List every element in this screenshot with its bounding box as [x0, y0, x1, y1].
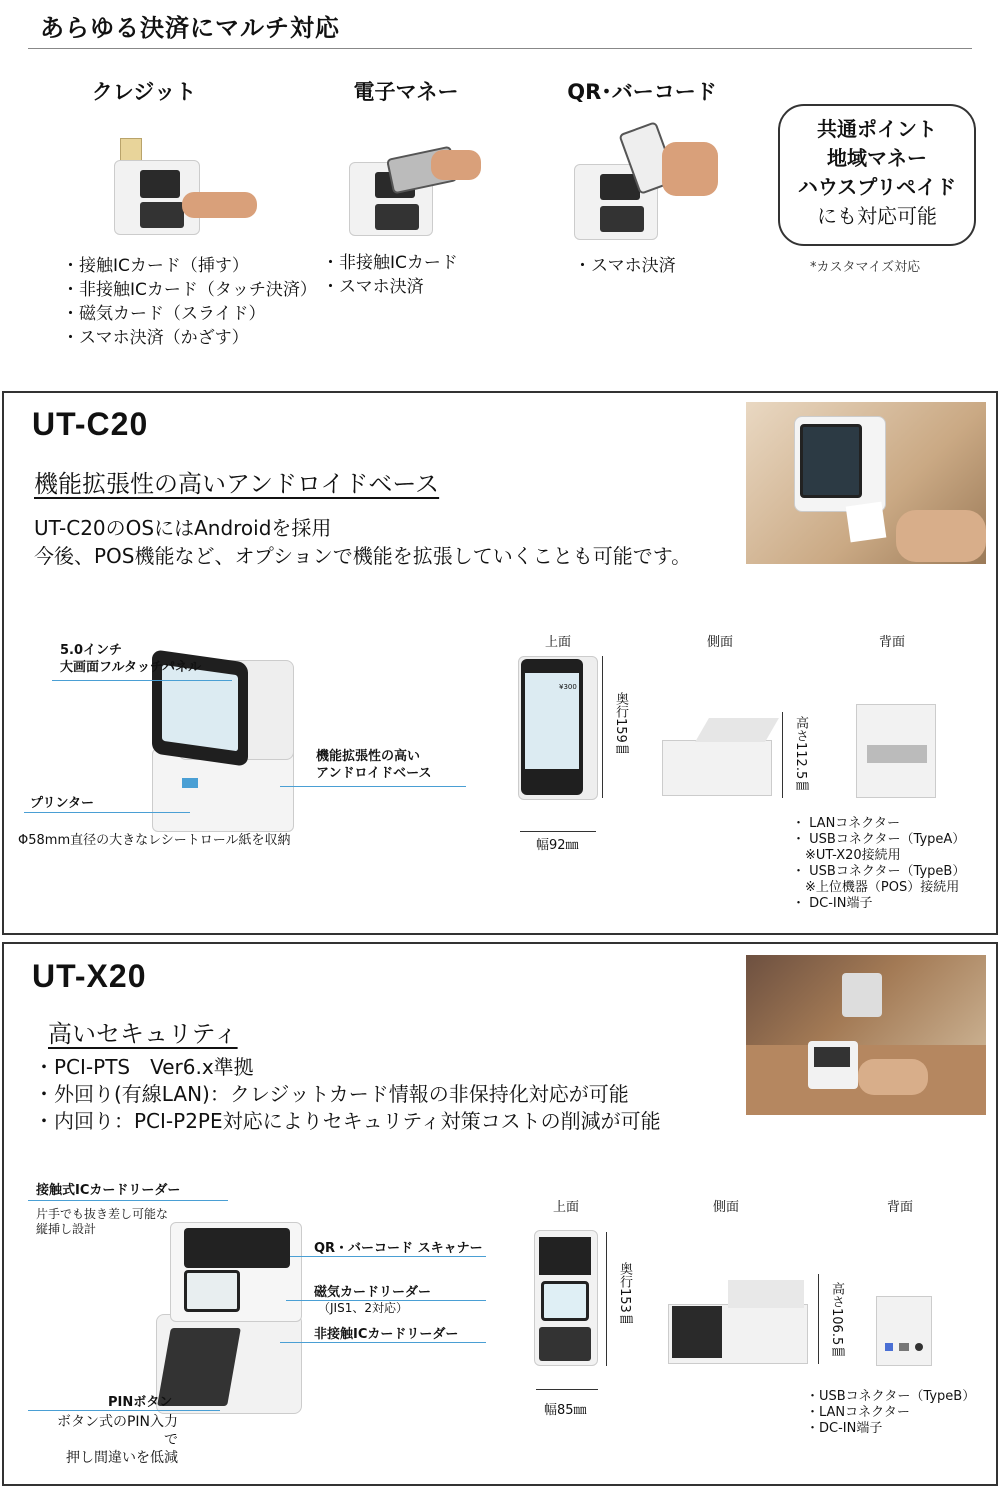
- callout-printer: プリンター: [30, 796, 94, 811]
- list-item: ※上位機器（POS）接続用: [792, 880, 960, 895]
- description-line: 今後、POS機能など、オプションで機能を拡張していくことも可能です。: [34, 544, 692, 568]
- ut-x20-side-view: [668, 1276, 810, 1364]
- list-item: ・LANコネクター: [806, 1405, 910, 1420]
- view-label-top: 上面: [544, 635, 571, 650]
- dim-width: 幅92㎜: [536, 838, 579, 853]
- dim-bracket: [782, 712, 783, 798]
- callout-android-base: 機能拡張性の高い アンドロイドベース: [316, 749, 432, 781]
- view-label-back: 背面: [886, 1200, 913, 1215]
- list-item: ・磁気カード（スライド）: [62, 304, 266, 324]
- ut-x20-model: UT-X20: [32, 958, 147, 994]
- qr-title: QR･バーコード: [567, 80, 717, 104]
- description-line: ・内回り：PCI-P2PE対応によりセキュリティ対策コストの削減が可能: [34, 1109, 661, 1133]
- view-label-side: 側面: [712, 1200, 739, 1215]
- dim-bracket: [602, 656, 603, 798]
- callout-mag-reader: 磁気カードリーダー: [314, 1285, 432, 1300]
- dim-height: 高さ106.5㎜: [829, 1282, 844, 1359]
- ut-c20-description: [34, 514, 691, 570]
- emoney-methods-list: [322, 251, 458, 299]
- custom-line: ハウスプリペイド: [797, 175, 957, 199]
- callout-line: [24, 812, 190, 813]
- list-item: ・ USBコネクター（TypeA）: [792, 832, 966, 847]
- callout-pin-button: PINボタン: [108, 1395, 173, 1410]
- ut-x20-back-view: [876, 1296, 932, 1366]
- list-item: ・ DC-IN端子: [792, 896, 873, 911]
- list-item: ・スマホ決済: [574, 256, 676, 276]
- callout-line: [280, 786, 466, 787]
- credit-device-image: [110, 130, 260, 240]
- callout-line: [28, 1410, 220, 1411]
- list-item: ・DC-IN端子: [806, 1421, 883, 1436]
- dim-bracket: [536, 1389, 598, 1390]
- ut-x20-device-image: [150, 1218, 306, 1414]
- description-line: ・外回り(有線LAN)：クレジットカード情報の非保持化対応が可能: [34, 1082, 629, 1106]
- dim-depth: 奥行153㎜: [617, 1262, 632, 1326]
- ut-c20-subhead: 機能拡張性の高いアンドロイドベース: [34, 470, 440, 498]
- credit-methods-list: [62, 254, 317, 350]
- callout-line: [28, 1200, 228, 1201]
- dim-bracket: [818, 1274, 819, 1364]
- description-line: ・PCI-PTS Ver6.x準拠: [34, 1055, 254, 1079]
- list-item: ・接触ICカード（挿す）: [62, 256, 249, 276]
- view-label-side: 側面: [706, 635, 733, 650]
- ut-x20-top-view: [534, 1230, 598, 1366]
- callout-line: [52, 680, 232, 681]
- ut-x20-description: [34, 1054, 661, 1135]
- custom-line: 地域マネー: [827, 146, 927, 170]
- list-item: ・ LANコネクター: [792, 816, 901, 831]
- ut-c20-top-view: ¥300: [518, 656, 598, 800]
- page-title: あらゆる決済にマルチ対応: [40, 14, 340, 42]
- list-item: ・ USBコネクター（TypeB）: [792, 864, 966, 879]
- ut-c20-side-view: [662, 718, 774, 796]
- callout-mag-note: （JIS1、2対応）: [318, 1301, 408, 1315]
- callout-line: [290, 1256, 486, 1257]
- ut-x20-ports-list: [806, 1389, 975, 1437]
- callout-roll-paper: Φ58mm直径の大きなレシートロール紙を収納: [18, 833, 291, 848]
- list-item: ・USBコネクター（TypeB）: [806, 1389, 976, 1404]
- callout-nfc-reader: 非接触ICカードリーダー: [314, 1327, 459, 1342]
- emoney-title: 電子マネー: [353, 80, 459, 104]
- ut-x20-subhead: 高いセキュリティ: [48, 1020, 238, 1048]
- ut-c20-back-view: [856, 704, 936, 798]
- callout-qr-scanner: QR・バーコード スキャナー: [314, 1241, 483, 1256]
- list-item: ※UT-X20接続用: [792, 848, 901, 863]
- callout-line: [280, 1342, 486, 1343]
- callout-ic-reader: 接触式ICカードリーダー: [36, 1183, 181, 1198]
- dim-depth: 奥行159㎜: [613, 692, 628, 756]
- ut-c20-model: UT-C20: [32, 406, 149, 442]
- callout-pin-note: ボタン式のPIN入力で 押し間違いを低減: [56, 1414, 178, 1466]
- ut-x20-photo: [746, 955, 986, 1115]
- view-label-top: 上面: [552, 1200, 579, 1215]
- dim-width: 幅85㎜: [544, 1403, 587, 1418]
- emoney-device-image: [345, 142, 485, 242]
- callout-touch-panel: 5.0インチ 大画面フルタッチパネル: [60, 643, 202, 675]
- ut-c20-photo: [746, 402, 986, 564]
- list-item: ・非接触ICカード（タッチ決済）: [62, 280, 317, 300]
- view-label-back: 背面: [878, 635, 905, 650]
- custom-note: *カスタマイズ対応: [810, 260, 921, 275]
- dim-bracket: [520, 831, 596, 832]
- qr-methods-list: [574, 254, 676, 278]
- custom-line: 共通ポイント: [817, 117, 937, 141]
- list-item: ・スマホ決済（かざす）: [62, 328, 249, 348]
- dim-height: 高さ112.5㎜: [793, 716, 808, 793]
- qr-device-image: [572, 124, 722, 244]
- title-divider: [28, 48, 972, 49]
- custom-line: にも対応可能: [817, 204, 937, 228]
- callout-ic-note: 片手でも抜き差し可能な 縦挿し設計: [36, 1207, 169, 1236]
- ut-c20-ports-list: [792, 816, 965, 912]
- list-item: ・非接触ICカード: [322, 253, 458, 273]
- description-line: UT-C20のOSにはAndroidを採用: [34, 516, 332, 540]
- dim-bracket: [606, 1232, 607, 1366]
- credit-title: クレジット: [91, 80, 197, 104]
- list-item: ・スマホ決済: [322, 277, 424, 297]
- custom-support-box: [778, 104, 976, 246]
